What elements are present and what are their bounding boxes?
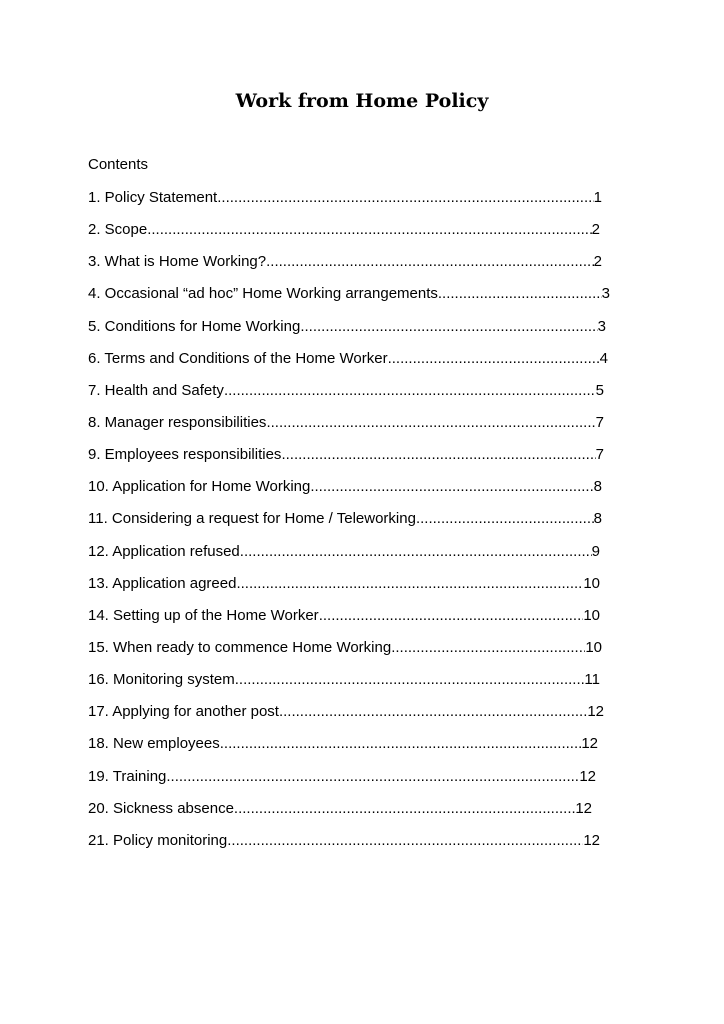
toc-entry-label: 4. Occasional “ad hoc” Home Working arrangements bbox=[88, 285, 438, 303]
toc-entry[interactable] bbox=[88, 542, 600, 574]
toc-entry-page: 5 bbox=[595, 381, 604, 399]
toc-dot-leader bbox=[391, 638, 585, 658]
toc-entry-label: 1. Policy Statement bbox=[88, 189, 218, 206]
toc-entry-page: 10 bbox=[583, 574, 600, 592]
toc-entry-page: 2 bbox=[591, 221, 600, 239]
toc-entry-label: 20. Sickness absence bbox=[88, 799, 234, 817]
contents-heading: Contents bbox=[88, 156, 149, 173]
toc-entry-label: 15. When ready to commence Home Working bbox=[88, 638, 392, 656]
toc-entry[interactable] bbox=[88, 734, 598, 766]
toc-dot-leader bbox=[266, 413, 595, 433]
toc-entry-page: 3 bbox=[601, 285, 610, 303]
toc-entry[interactable] bbox=[88, 445, 604, 477]
toc-dot-leader bbox=[234, 799, 575, 819]
toc-entry-label: 8. Manager responsibilities bbox=[88, 413, 267, 431]
toc-entry-label: 17. Applying for another post bbox=[88, 703, 279, 721]
toc-entry-page: 9 bbox=[591, 542, 600, 560]
toc-entry[interactable] bbox=[88, 477, 602, 509]
toc-entry[interactable] bbox=[88, 381, 604, 413]
toc-entry[interactable] bbox=[88, 799, 592, 831]
toc-entry-page: 1 bbox=[593, 189, 602, 206]
toc-entry-label: 9. Employees responsibilities bbox=[88, 446, 282, 464]
toc-entry[interactable] bbox=[88, 702, 604, 734]
toc-dot-leader bbox=[388, 349, 600, 369]
toc-dot-leader bbox=[266, 252, 594, 272]
toc-entry-page: 12 bbox=[587, 703, 604, 721]
toc-entry-page: 12 bbox=[581, 735, 598, 753]
toc-entry[interactable] bbox=[88, 670, 600, 702]
toc-entry-page: 8 bbox=[593, 478, 602, 496]
document-title: Work from Home Policy bbox=[235, 90, 489, 112]
toc-entry-page: 12 bbox=[575, 799, 592, 817]
toc-dot-leader bbox=[240, 542, 592, 562]
toc-entry-page: 11 bbox=[584, 671, 600, 689]
toc-dot-leader bbox=[147, 220, 591, 240]
toc-entry[interactable] bbox=[88, 284, 610, 316]
toc-entry[interactable] bbox=[88, 831, 600, 863]
toc-entry-page: 8 bbox=[593, 510, 602, 528]
toc-entry-label: 2. Scope bbox=[88, 221, 148, 239]
toc-entry-label: 14. Setting up of the Home Worker bbox=[88, 606, 319, 624]
toc-dot-leader bbox=[438, 284, 602, 304]
toc-entry[interactable] bbox=[88, 349, 608, 381]
toc-dot-leader bbox=[220, 734, 582, 754]
toc-entry-label: 18. New employees bbox=[88, 735, 220, 753]
toc-entry-label: 13. Application agreed bbox=[88, 574, 237, 592]
toc-entry-page: 10 bbox=[583, 606, 600, 624]
toc-dot-leader bbox=[227, 831, 583, 851]
toc-entry[interactable] bbox=[88, 220, 600, 252]
toc-entry[interactable] bbox=[88, 188, 602, 220]
toc-entry-label: 10. Application for Home Working bbox=[88, 478, 311, 496]
toc-entry[interactable] bbox=[88, 509, 602, 541]
toc-entry-label: 5. Conditions for Home Working bbox=[88, 317, 301, 335]
toc-dot-leader bbox=[166, 767, 579, 787]
toc-entry-label: 19. Training bbox=[88, 767, 167, 785]
toc-dot-leader bbox=[310, 477, 593, 497]
toc-entry[interactable] bbox=[88, 574, 600, 606]
toc-dot-leader bbox=[300, 317, 597, 337]
toc-dot-leader bbox=[236, 574, 583, 594]
toc-entry[interactable] bbox=[88, 317, 606, 349]
toc-entry-label: 7. Health and Safety bbox=[88, 381, 224, 399]
toc-entry-label: 12. Application refused bbox=[88, 542, 240, 560]
toc-entry[interactable] bbox=[88, 767, 596, 799]
toc-entry-page: 7 bbox=[595, 413, 604, 431]
table-of-contents bbox=[88, 188, 610, 863]
toc-entry-label: 16. Monitoring system bbox=[88, 671, 235, 689]
toc-entry-label: 11. Considering a request for Home / Teleworking bbox=[88, 510, 416, 528]
toc-dot-leader bbox=[235, 670, 585, 690]
toc-entry[interactable] bbox=[88, 638, 602, 670]
toc-entry-page: 12 bbox=[579, 767, 596, 785]
toc-entry[interactable] bbox=[88, 413, 604, 445]
toc-entry[interactable] bbox=[88, 252, 602, 284]
toc-entry-page: 12 bbox=[583, 831, 600, 849]
toc-entry-label: 21. Policy monitoring bbox=[88, 831, 228, 849]
toc-entry-page: 7 bbox=[595, 446, 604, 464]
toc-dot-leader bbox=[224, 381, 596, 401]
toc-dot-leader bbox=[319, 606, 584, 626]
toc-entry-page: 2 bbox=[593, 253, 602, 271]
toc-dot-leader bbox=[279, 702, 587, 722]
toc-entry-label: 6. Terms and Conditions of the Home Worker bbox=[88, 349, 388, 367]
toc-dot-leader bbox=[217, 188, 593, 208]
toc-dot-leader bbox=[281, 445, 595, 465]
toc-dot-leader bbox=[416, 509, 594, 529]
toc-entry-page: 3 bbox=[597, 317, 606, 335]
toc-entry[interactable] bbox=[88, 606, 600, 638]
toc-entry-page: 4 bbox=[599, 349, 608, 367]
toc-entry-label: 3. What is Home Working? bbox=[88, 253, 267, 271]
toc-entry-page: 10 bbox=[585, 638, 602, 656]
